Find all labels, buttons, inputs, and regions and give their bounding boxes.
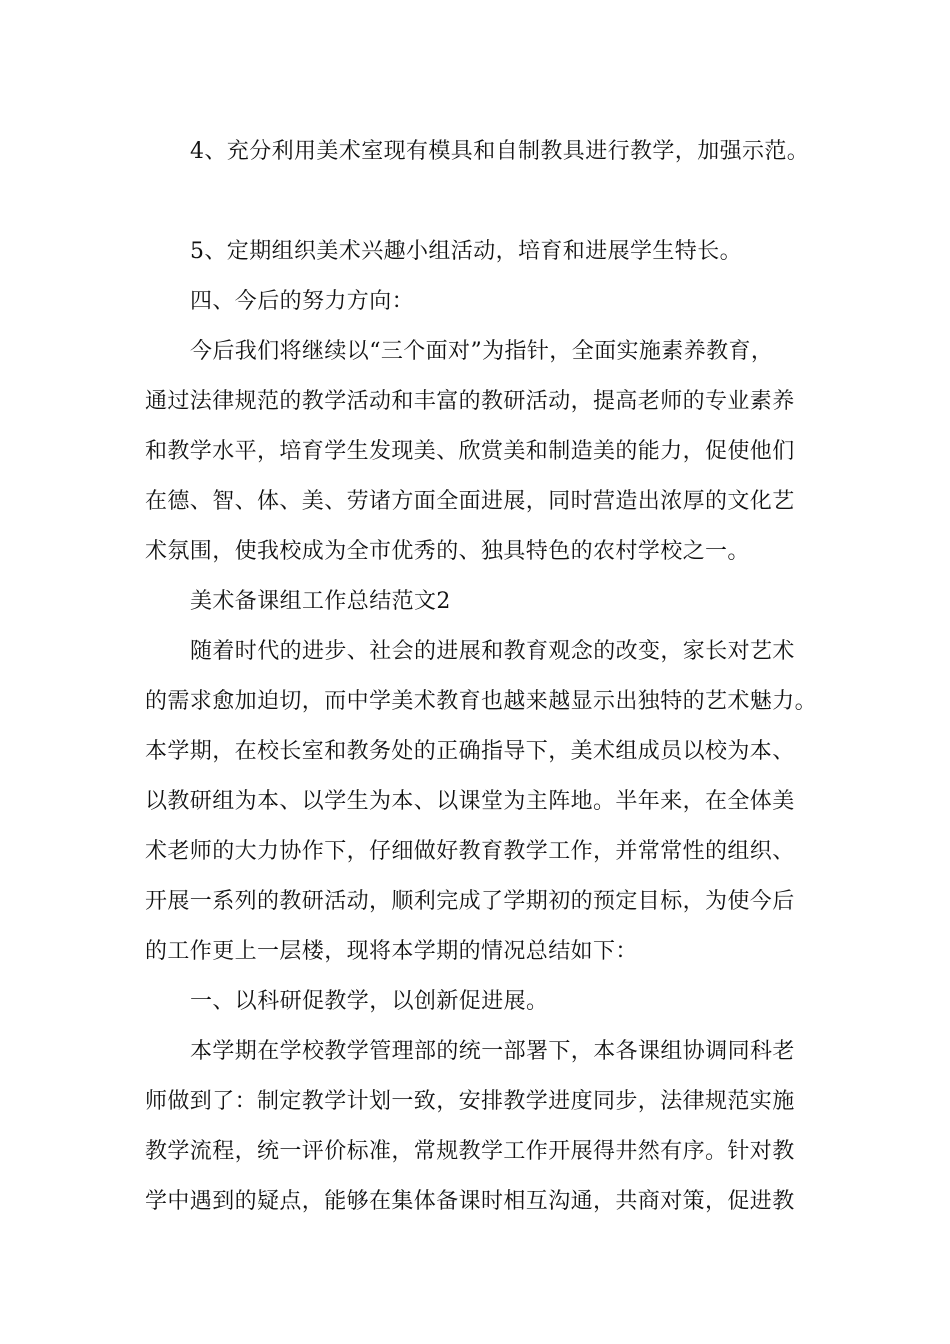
paragraph-line: 的需求愈加迫切，而中学美术教育也越来越显示出独特的艺术魅力。 [145, 689, 818, 714]
paragraph-line: 本学期，在校长室和教务处的正确指导下，美术组成员以校为本、 [145, 739, 795, 764]
paragraph-line: 的工作更上一层楼，现将本学期的情况总结如下： [145, 939, 638, 964]
paragraph-line: 学中遇到的疑点，能够在集体备课时相互沟通，共商对策，促进教 [145, 1189, 795, 1214]
list-item-5: 5、定期组织美术兴趣小组活动，培育和进展学生特长。 [190, 239, 742, 264]
paragraph-line: 教学流程，统一评价标准，常规教学工作开展得井然有序。针对教 [145, 1139, 795, 1164]
paragraph-line: 和教学水平，培育学生发现美、欣赏美和制造美的能力，促使他们 [145, 439, 795, 464]
list-item-4: 4、充分利用美术室现有模具和自制教具进行教学，加强示范。 [190, 139, 810, 164]
paragraph-line: 本学期在学校教学管理部的统一部署下，本各课组协调同科老 [190, 1039, 795, 1064]
paragraph-line: 术老师的大力协作下，仔细做好教育教学工作，并常常性的组织、 [145, 839, 795, 864]
section-heading-1: 一、以科研促教学，以创新促进展。 [190, 989, 549, 1014]
article-title: 美术备课组工作总结范文2 [190, 589, 451, 614]
paragraph-line: 随着时代的进步、社会的进展和教育观念的改变，家长对艺术 [190, 639, 795, 664]
paragraph-line: 开展一系列的教研活动，顺利完成了学期初的预定目标，为使今后 [145, 889, 795, 914]
paragraph-line: 以教研组为本、以学生为本、以课堂为主阵地。半年来，在全体美 [145, 789, 795, 814]
paragraph-line: 术氛围，使我校成为全市优秀的、独具特色的农村学校之一。 [145, 539, 750, 564]
paragraph-line: 在德、智、体、美、劳诸方面全面进展，同时营造出浓厚的文化艺 [145, 489, 795, 514]
paragraph-line: 今后我们将继续以“三个面对”为指针，全面实施素养教育， [190, 339, 774, 364]
section-heading-4: 四、今后的努力方向： [190, 289, 415, 314]
paragraph-line: 师做到了：制定教学计划一致，安排教学进度同步，法律规范实施 [145, 1089, 795, 1114]
paragraph-line: 通过法律规范的教学活动和丰富的教研活动，提高老师的专业素养 [145, 389, 795, 414]
